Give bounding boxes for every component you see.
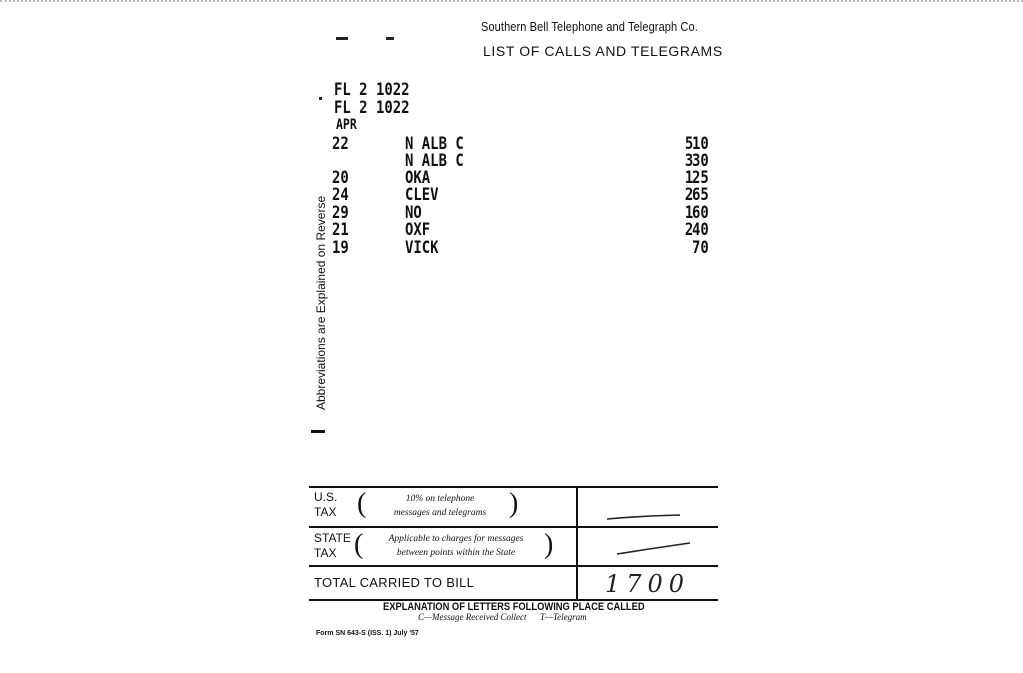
call-day: 24 xyxy=(332,185,349,205)
call-day: 19 xyxy=(332,238,349,258)
call-row xyxy=(0,134,1023,152)
call-day: 29 xyxy=(332,203,349,223)
total-carried-label: TOTAL CARRIED TO BILL xyxy=(314,575,475,590)
call-row xyxy=(0,238,1023,256)
call-row xyxy=(0,220,1023,238)
right-paren: ) xyxy=(509,488,519,519)
call-cents: 60 xyxy=(692,203,709,223)
call-cents: 10 xyxy=(692,134,709,154)
state-tax-label-line: TAX xyxy=(314,546,337,560)
call-cents: 70 xyxy=(692,238,709,258)
table-column-divider xyxy=(576,486,578,601)
call-place: VICK xyxy=(405,238,439,258)
us-tax-note-line: messages and telegrams xyxy=(393,508,487,518)
margin-mark xyxy=(311,430,325,433)
call-cents: 65 xyxy=(692,185,709,205)
call-day: 21 xyxy=(332,220,349,240)
call-place: N ALB C xyxy=(405,134,464,154)
call-day: 20 xyxy=(332,168,349,188)
explanation-title: EXPLANATION OF LETTERS FOLLOWING PLACE CALLED xyxy=(383,601,645,613)
ink-speck xyxy=(386,37,394,40)
call-row xyxy=(0,203,1023,221)
call-dollars: 1 xyxy=(684,168,693,188)
left-paren: ( xyxy=(357,488,367,519)
us-tax-label-line: TAX xyxy=(314,505,337,519)
us-tax-note-line: 10% on telephone xyxy=(405,494,475,504)
list-title: LIST OF CALLS AND TELEGRAMS xyxy=(483,43,723,59)
form-number: Form SN 643-S (ISS. 1) July '57 xyxy=(316,630,419,637)
call-dollars: 2 xyxy=(684,220,693,240)
call-place: OKA xyxy=(405,168,431,188)
us-tax-label xyxy=(314,490,337,520)
call-place: NO xyxy=(405,203,422,223)
state-tax-dash-mark xyxy=(615,540,695,558)
us-tax-dash-mark xyxy=(605,510,685,524)
state-tax-note xyxy=(366,532,546,560)
call-cents: 40 xyxy=(692,220,709,240)
us-tax-note xyxy=(370,492,510,520)
date-stamp: FL 2 1022 xyxy=(334,98,410,118)
call-dollars: 1 xyxy=(684,203,693,223)
table-rule xyxy=(309,526,718,528)
call-place: N ALB C xyxy=(405,151,464,171)
state-tax-label xyxy=(314,531,351,561)
state-tax-label-line: STATE xyxy=(314,531,351,545)
call-row xyxy=(0,168,1023,186)
call-day: 22 xyxy=(332,134,349,154)
call-dollars: 5 xyxy=(684,134,693,154)
call-place: CLEV xyxy=(405,185,439,205)
date-stamp: FL 2 1022 xyxy=(334,80,410,100)
month-label: APR xyxy=(336,117,357,133)
abbreviations-note: Abbreviations are Explained on Reverse xyxy=(314,195,328,410)
left-paren: ( xyxy=(354,529,364,560)
state-tax-note-line: Applicable to charges for messages xyxy=(388,534,524,544)
ink-speck xyxy=(319,97,322,100)
table-rule xyxy=(309,565,718,567)
right-paren: ) xyxy=(544,529,554,560)
ink-speck xyxy=(336,37,348,40)
call-dollars: 2 xyxy=(684,185,693,205)
top-perforation xyxy=(0,0,1023,4)
call-cents: 30 xyxy=(692,151,709,171)
total-carried-value: 1700 xyxy=(605,570,691,598)
call-dollars: 3 xyxy=(684,151,693,171)
call-row xyxy=(0,151,1023,169)
call-cents: 25 xyxy=(692,168,709,188)
call-row xyxy=(0,185,1023,203)
state-tax-note-line: between points within the State xyxy=(396,548,516,558)
company-name: Southern Bell Telephone and Telegraph Co. xyxy=(481,19,698,34)
explanation-legend: C—Message Received Collect T—Telegram xyxy=(418,612,587,622)
us-tax-label-line: U.S. xyxy=(314,490,338,504)
call-place: OXF xyxy=(405,220,431,240)
